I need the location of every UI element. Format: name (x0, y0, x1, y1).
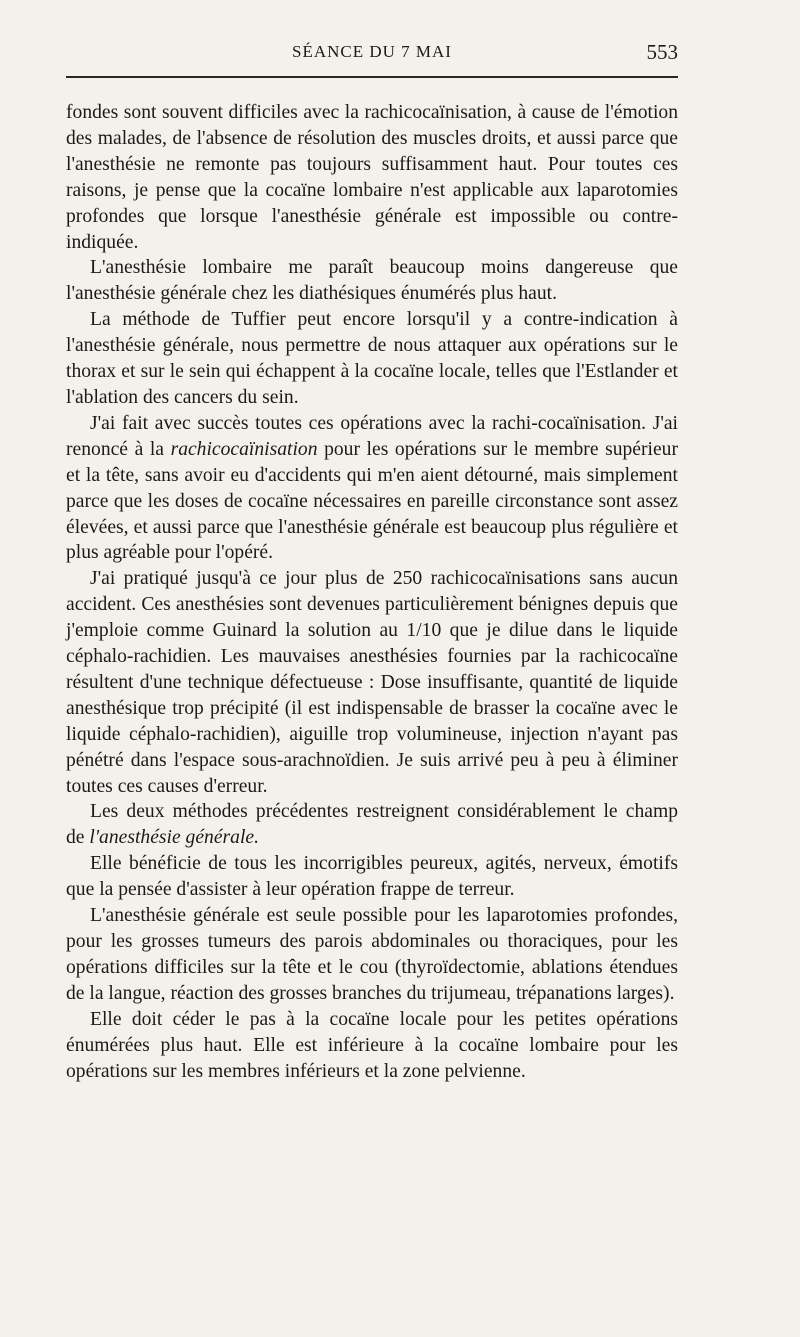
paragraph-6-italic-term: l'anesthésie générale. (89, 827, 260, 849)
paragraph-2: L'anesthésie lombaire me paraît beaucoup moins dangereuse que l'anesthésie générale chez les diathésiques énumérés plus haut. (66, 257, 678, 305)
paragraph-4-text-end: pour les opérations sur le membre supérieur et la tête, sans avoir eu d'accidents qui m'en aient détourné, mais simplement parce que les doses de cocaïne nécessaires en pareille circonstance sont assez élevées, et aussi parce que l'anesthésie générale est beaucoup plus régulière et plus agréable pour l'opéré. (66, 438, 678, 564)
running-title: SÉANCE DU 7 MAI (292, 42, 452, 61)
paragraph-9: Elle doit céder le pas à la cocaïne locale pour les petites opérations énumérées plus haut. Elle est inférieure à la cocaïne lombaire pour les opérations sur les membres inférieurs et la zone pelvienne. (66, 1008, 678, 1082)
paragraph-6-text-start: Les deux méthodes précédentes restreignent considérablement le champ de (66, 801, 678, 849)
paragraph-1: fondes sont souvent difficiles avec la rachicocaïnisation, à cause de l'émotion des malades, de l'absence de résolution des muscles droits, et aussi parce que l'anesthésie ne remonte pas toujours suffisamment haut. Pour toutes ces raisons, je pense que la cocaïne lombaire n'est applicable aux laparotomies profondes que lorsque l'anesthésie générale est impossible ou contre-indiquée. (66, 102, 678, 253)
body-text (66, 100, 678, 1084)
page-number: 553 (646, 40, 678, 64)
header-rule (66, 76, 678, 78)
paragraph-4-text-start: J'ai fait avec succès toutes ces opérations avec la rachi-cocaïnisation. J'ai renoncé à la (66, 412, 678, 460)
paragraph-5: J'ai pratiqué jusqu'à ce jour plus de 250 rachicocaïnisations sans aucun accident. Ces anesthésies sont devenues particulièrement bénignes depuis que j'emploie comme Guinard la solution au 1/10 que je dilue dans le liquide céphalo-rachidien. Les mauvaises anesthésies fournies par la rachicocaïne résultent d'une technique défectueuse : Dose insuffisante, quantité de liquide anesthésique trop précipité (il est indispensable de brasser la cocaïne avec le liquide céphalo-rachidien), aiguille trop volumineuse, injection n'ayant pas pénétré dans l'espace sous-arachnoïdien. Je suis arrivé peu à peu à éliminer toutes ces causes d'erreur. (66, 568, 678, 797)
paragraph-4-italic-term: rachicocaïnisation (170, 438, 318, 460)
running-head (66, 40, 678, 66)
paragraph-7: Elle bénéficie de tous les incorrigibles peureux, agités, nerveux, émotifs que la pensée d'assister à leur opération frappe de terreur. (66, 853, 678, 901)
paragraph-8: L'anesthésie générale est seule possible pour les laparotomies profondes, pour les grosses tumeurs des parois abdominales ou thoraciques, pour les opérations difficiles sur la tête et le cou (thyroïdectomie, ablations étendues de la langue, réaction des grosses branches du trijumeau, trépanations larges). (66, 905, 678, 1004)
paragraph-3: La méthode de Tuffier peut encore lorsqu'il y a contre-indication à l'anesthésie générale, nous permettre de nous attaquer aux opérations sur le thorax et sur le sein qui échappent à la cocaïne locale, telles que l'Estlander et l'ablation des cancers du sein. (66, 309, 678, 408)
paragraph-4 (66, 411, 678, 566)
paragraph-6 (66, 799, 678, 851)
